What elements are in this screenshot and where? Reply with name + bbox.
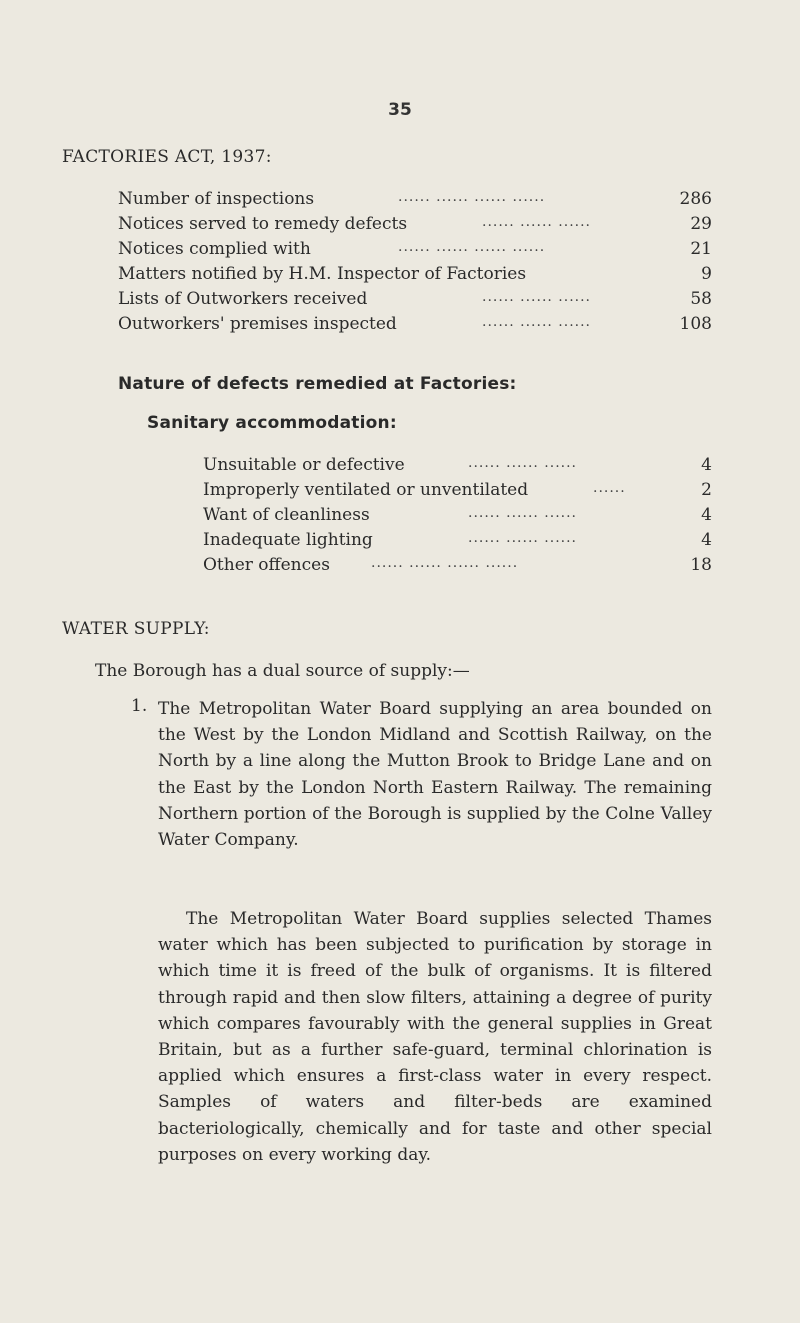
row-value: 58 bbox=[690, 289, 712, 309]
row-value: 2 bbox=[701, 480, 712, 500]
table-row bbox=[203, 555, 712, 579]
row-label: Notices complied with bbox=[118, 239, 311, 259]
row-value: 21 bbox=[690, 239, 712, 259]
table-row bbox=[203, 530, 712, 554]
row-value: 4 bbox=[701, 505, 712, 525]
table-row bbox=[203, 455, 712, 479]
dot-leader: ...... ...... ...... ...... bbox=[398, 239, 546, 255]
item-text: The Metropolitan Water Board supplying an area bounded on the West by the London Midland and Scottish Railway, on the North by a line along the Mutton Brook to Bridge Lane and on the East by the London North Eastern Railway. The remaining Northern portion of the Borough is supplied by the Colne Valley Water Company. bbox=[158, 699, 712, 851]
table-row bbox=[118, 264, 712, 288]
row-label: Matters notified by H.M. Inspector of Factories bbox=[118, 264, 527, 284]
water-supply-heading: WATER SUPPLY: bbox=[62, 619, 210, 639]
table-row bbox=[118, 214, 712, 238]
row-label: Number of inspections bbox=[118, 189, 315, 209]
item-number: 1. bbox=[131, 696, 148, 716]
row-value: 4 bbox=[701, 455, 712, 475]
dot-leader: ...... ...... ...... ...... bbox=[398, 189, 546, 205]
row-value: 4 bbox=[701, 530, 712, 550]
page-number: 35 bbox=[388, 100, 412, 120]
row-label: Outworkers' premises inspected bbox=[118, 314, 397, 334]
defects-heading: Nature of defects remedied at Factories: bbox=[118, 374, 517, 394]
dot-leader: ...... bbox=[593, 480, 626, 496]
row-label: Want of cleanliness bbox=[203, 505, 370, 525]
row-label: Notices served to remedy defects bbox=[118, 214, 408, 234]
water-intro: The Borough has a dual source of supply:— bbox=[95, 661, 470, 681]
row-value: 29 bbox=[690, 214, 712, 234]
table-row bbox=[118, 289, 712, 313]
dot-leader: ...... ...... ...... bbox=[468, 505, 578, 521]
row-value: 286 bbox=[679, 189, 712, 209]
dot-leader: ...... ...... ...... bbox=[468, 455, 578, 471]
row-label: Other offences bbox=[203, 555, 330, 575]
dot-leader: ...... ...... ...... ...... bbox=[371, 555, 519, 571]
table-row bbox=[118, 189, 712, 213]
body-paragraph: The Metropolitan Water Board supplies selected Thames water which has been subjected to purification by storage in which time it is freed of the bulk of organisms. It is filtered through rapid and then slow filters, attaining a degree of purity which compares favourably with the general supplies in Great Britain, but as a further safe-guard, terminal chlorination is applied which ensures a first-class water in every respect. Samples of waters and filter-beds are examined bacteriologically, chemically and for taste and other special purposes on every working day. bbox=[158, 909, 712, 1165]
row-value: 108 bbox=[679, 314, 712, 334]
row-label: Lists of Outworkers received bbox=[118, 289, 368, 309]
dot-leader: ...... ...... ...... bbox=[482, 314, 592, 330]
dot-leader: ...... ...... ...... bbox=[482, 289, 592, 305]
row-value: 18 bbox=[690, 555, 712, 575]
table-row bbox=[203, 505, 712, 529]
row-label: Unsuitable or defective bbox=[203, 455, 405, 475]
table-row bbox=[203, 480, 712, 504]
row-value: 9 bbox=[701, 264, 712, 284]
table-row bbox=[118, 239, 712, 263]
dot-leader: ...... ...... ...... bbox=[468, 530, 578, 546]
row-label: Improperly ventilated or unventilated bbox=[203, 480, 529, 500]
sanitary-subheading: Sanitary accommodation: bbox=[147, 413, 397, 433]
row-label: Inadequate lighting bbox=[203, 530, 373, 550]
table-row bbox=[118, 314, 712, 338]
dot-leader: ...... ...... ...... bbox=[482, 214, 592, 230]
factories-heading: FACTORIES ACT, 1937: bbox=[62, 147, 272, 167]
